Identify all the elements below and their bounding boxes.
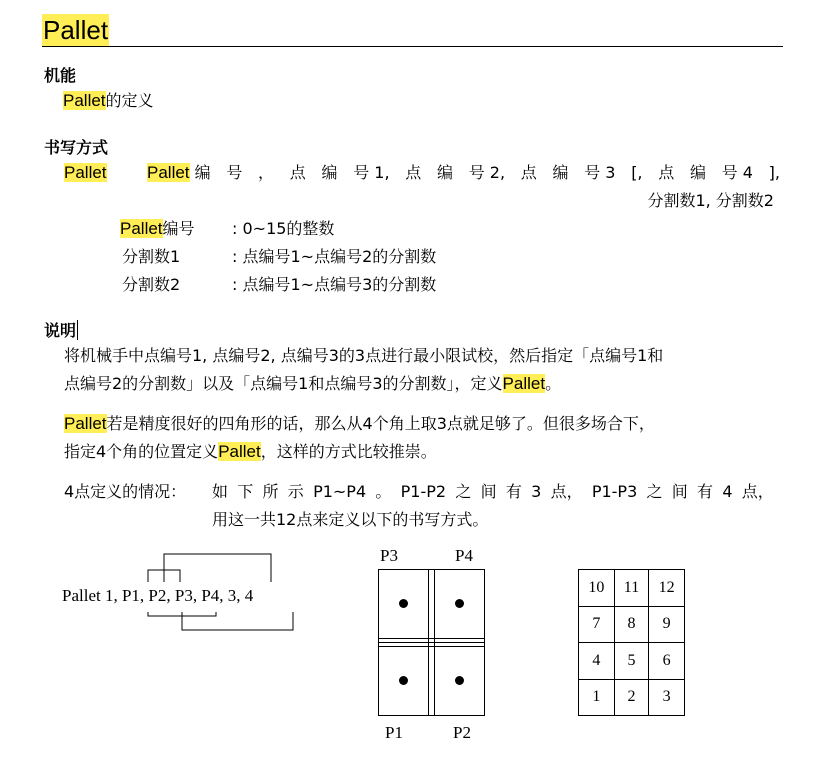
- text: P1-P3: [591, 482, 638, 501]
- grid-number-cell: 7: [579, 606, 615, 643]
- pallet-keyword: Pallet: [218, 442, 261, 461]
- syntax-token: 编: [321, 163, 338, 182]
- grid-cell-p1: [379, 646, 429, 715]
- grid-number-cell: 1: [579, 679, 615, 716]
- grid-number-cell: 10: [579, 570, 615, 607]
- text: 4: [722, 482, 733, 501]
- syntax-heading: 书写方式: [44, 138, 109, 157]
- function-heading: 机能: [44, 66, 77, 85]
- syntax-token: 号: [226, 163, 243, 182]
- param-desc: : 0~15的整数: [232, 219, 335, 238]
- grid-cell-p3: [379, 570, 429, 639]
- corner-label-p1: P1: [385, 723, 403, 742]
- grid-number-cell: 2: [614, 679, 649, 716]
- text-cursor: [77, 320, 78, 340]
- text: 点，: [550, 482, 583, 501]
- text: 点，: [741, 482, 774, 501]
- desc-p2-line1: [64, 413, 655, 435]
- corner-label-p2: P2: [453, 723, 471, 742]
- text: 示: [287, 482, 304, 501]
- text: P1~P4: [313, 482, 367, 501]
- grid-cell-p2: [434, 646, 484, 715]
- grid-number-cell: 3: [649, 679, 685, 716]
- param-div1: 分割数1: [122, 247, 181, 266]
- syntax-token: 点: [405, 163, 422, 182]
- description-heading: [44, 318, 78, 341]
- function-text: [63, 90, 154, 112]
- syntax-token: [,: [631, 163, 643, 182]
- param-desc: : 点编号1~点编号3的分割数: [232, 275, 437, 294]
- figure-command-text: Pallet 1, P1, P2, P3, P4, 3, 4: [62, 586, 254, 605]
- text: 间: [480, 482, 497, 501]
- param-keyword: Pallet: [120, 219, 163, 238]
- syntax-token: 号 3: [584, 163, 616, 182]
- grid-cell-p4: [434, 570, 484, 639]
- param-div2: 分割数2: [122, 275, 181, 294]
- syntax-token: 点: [658, 163, 675, 182]
- title-divider: [42, 46, 783, 47]
- syntax-token: 编: [552, 163, 569, 182]
- point-p1-dot: [399, 676, 408, 685]
- text: 若是精度很好的四角形的话，那么从4个角上取3点就足够了。但很多场合下，: [106, 414, 655, 433]
- syntax-token: 点: [520, 163, 537, 182]
- syntax-token: 号 1,: [353, 163, 390, 182]
- grid-number-cell: 4: [579, 643, 615, 680]
- desc-p3-label: 4点定义的情况：: [64, 482, 187, 501]
- pallet-keyword: Pallet: [502, 374, 546, 393]
- desc-p1-line1: 将机械手中点编号1, 点编号2, 点编号3的3点进行最小限试校，然后指定「点编号1和: [64, 346, 664, 365]
- syntax-line-2: 分割数1, 分割数2: [647, 191, 774, 210]
- grid-number-cell: 11: [614, 570, 649, 607]
- text: 下: [237, 482, 254, 501]
- point-p4-dot: [455, 599, 464, 608]
- param-desc: : 点编号1~点编号2的分割数: [232, 247, 437, 266]
- grid-number-cell: 12: [649, 570, 685, 607]
- text: 有: [697, 482, 714, 501]
- syntax-token: 编: [689, 163, 706, 182]
- text: 之: [455, 482, 472, 501]
- text: 3: [531, 482, 542, 501]
- syntax-line-1: [147, 162, 780, 184]
- point-p3-dot: [399, 599, 408, 608]
- pallet-keyword: Pallet: [64, 414, 107, 433]
- point-p2-dot: [455, 676, 464, 685]
- syntax-token: 点: [289, 163, 306, 182]
- corner-points-grid: [378, 569, 485, 716]
- page-title: Pallet: [43, 15, 109, 45]
- function-keyword: Pallet: [63, 91, 106, 110]
- syntax-token: ],: [768, 163, 780, 182]
- grid-number-cell: 8: [614, 606, 649, 643]
- text: 指定4个角的位置定义: [64, 442, 219, 461]
- syntax-token: 编: [436, 163, 453, 182]
- grid-number-cell: 5: [614, 643, 649, 680]
- desc-p3-line1: [212, 481, 774, 503]
- text: 。: [545, 374, 562, 393]
- text: 所: [262, 482, 279, 501]
- syntax-arg-keyword: Pallet: [147, 163, 190, 182]
- syntax-command: [64, 162, 107, 184]
- desc-p1-line2: [64, 373, 561, 395]
- syntax-cmd-keyword: Pallet: [64, 163, 107, 182]
- text: 之: [646, 482, 663, 501]
- syntax-token: 号 2,: [468, 163, 506, 182]
- text: 。: [375, 482, 392, 501]
- text: ，这样的方式比较推崇。: [260, 442, 437, 461]
- param-pallet-number: [120, 218, 195, 240]
- corner-label-p3: P3: [380, 546, 398, 565]
- param-name: 编号: [162, 219, 195, 238]
- text: 点编号2的分割数」以及「点编号1和点编号3的分割数」，定义: [64, 374, 503, 393]
- grid-number-cell: 9: [649, 606, 685, 643]
- text: 如: [212, 482, 229, 501]
- desc-p3-line2: 用这一共12点来定义以下的书写方式。: [212, 510, 489, 529]
- desc-p2-line2: [64, 441, 437, 463]
- syntax-token: 编: [189, 163, 211, 182]
- bracket-p3-to-4: [182, 612, 293, 630]
- syntax-token: 号 4: [721, 163, 753, 182]
- syntax-token: ，: [258, 163, 275, 182]
- text: P1-P2: [400, 482, 447, 501]
- text: 有: [505, 482, 522, 501]
- function-desc: 的定义: [105, 91, 154, 110]
- text: 间: [671, 482, 688, 501]
- grid-number-cell: 6: [649, 643, 685, 680]
- corner-label-p4: P4: [455, 546, 473, 565]
- description-heading-text: 说明: [44, 321, 77, 340]
- numbered-points-grid: [578, 569, 685, 716]
